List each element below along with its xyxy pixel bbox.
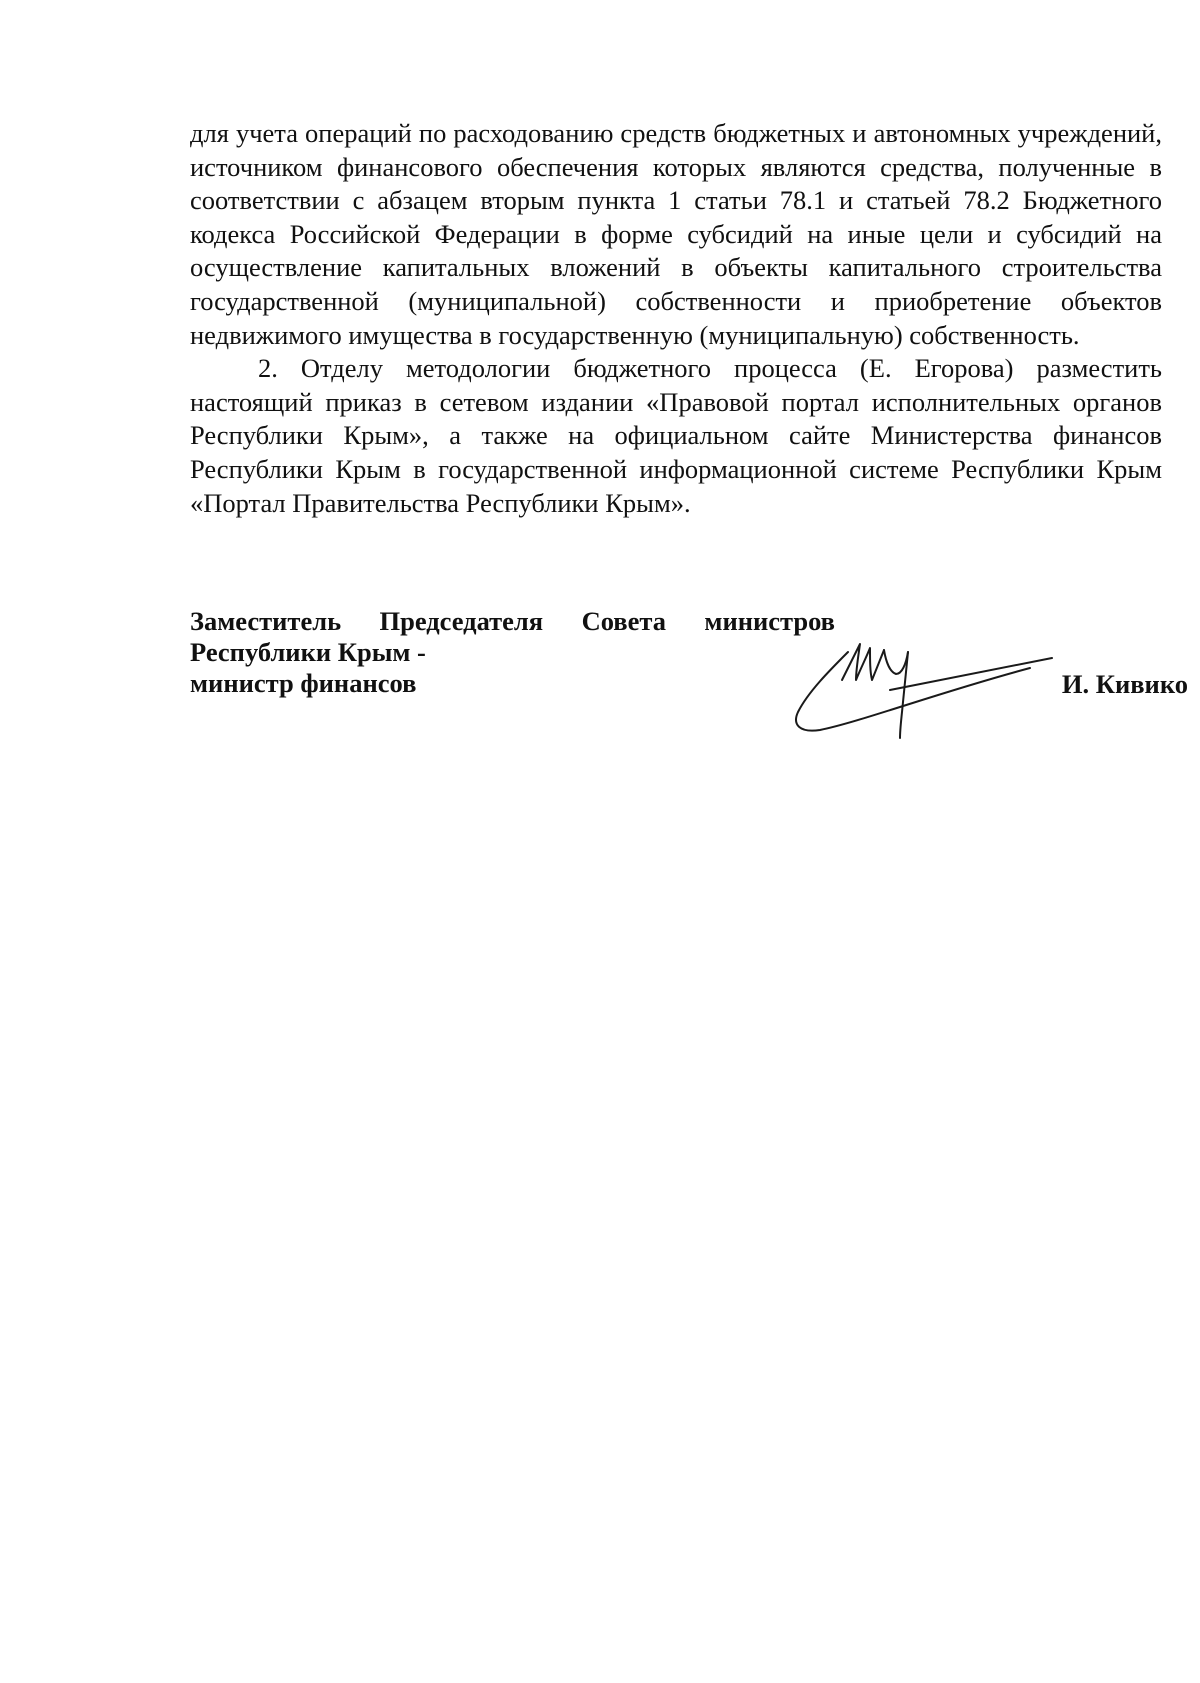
- paragraph-item-2: 2. Отделу методологии бюджетного процесса (Е. Егорова) разместить настоящий приказ в сетевом издании «Правовой портал исполнительных органов Республики Крым», а также на официальном сайте Министерства финансов Республики Крым в государственной информационной системе Республики Крым «Портал Правительства Республики Крым».: [190, 353, 1162, 518]
- paragraph-continuation: для учета операций по расходованию средств бюджетных и автономных учреждений, источником финансового обеспечения которых являются средства, полученные в соответствии с абзацем вторым пункта 1 статьи 78.1 и статьей 78.2 Бюджетного кодекса Российской Федерации в форме субсидий на иные цели и субсидий на осуществление капитальных вложений в объекты капитального строительства государственной (муниципальной) собственности и приобретение объектов недвижимого имущества в государственную (муниципальную) собственность.: [190, 118, 1162, 350]
- document-body: [190, 117, 1162, 520]
- signer-name: И. Кивико: [1061, 669, 1188, 699]
- position-line-2: Республики Крым -: [190, 637, 426, 667]
- handwritten-signature-icon: [790, 630, 1060, 745]
- signatory-position: [190, 606, 835, 699]
- position-line-3: министр финансов: [190, 668, 417, 698]
- position-line-1: Заместитель Председателя Совета министров: [190, 606, 835, 636]
